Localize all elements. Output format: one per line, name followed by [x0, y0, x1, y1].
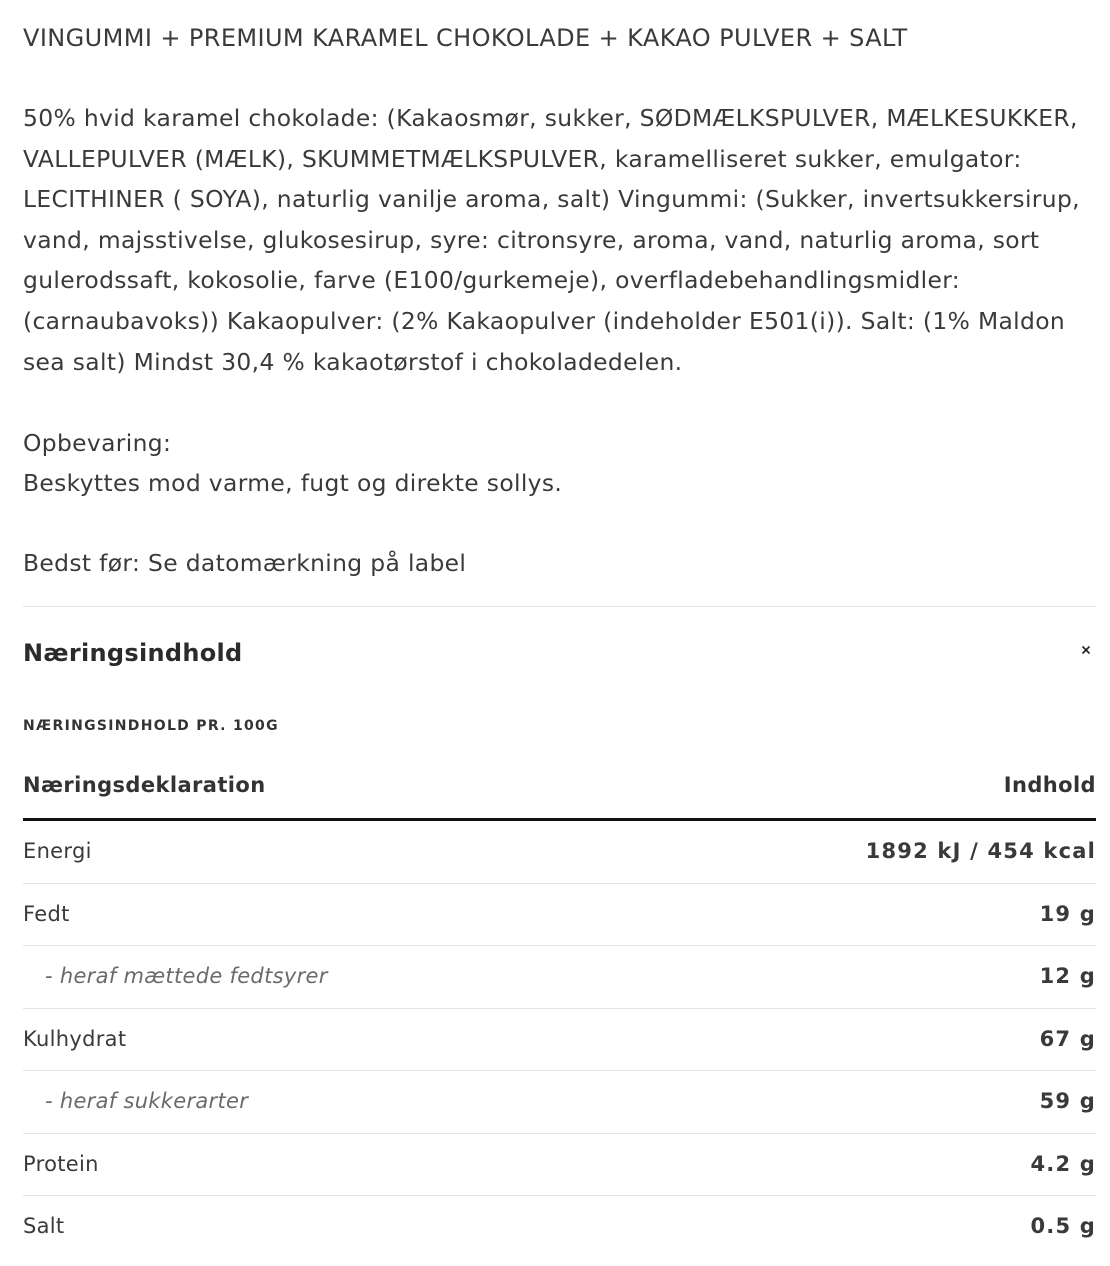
row-value-fat: 19 g — [1039, 901, 1096, 926]
table-row — [23, 1196, 1096, 1258]
storage-label: Opbevaring: — [23, 429, 172, 457]
table-row — [23, 1009, 1096, 1072]
accordion-title: Næringsindhold — [23, 639, 243, 667]
row-label-saturated-fat: - heraf mættede fedtsyrer — [45, 964, 328, 988]
storage-text: Beskyttes mod varme, fugt og direkte sollys. — [23, 469, 563, 497]
row-value-saturated-fat: 12 g — [1039, 964, 1096, 988]
row-value-sugars: 59 g — [1039, 1089, 1096, 1113]
row-value-carbohydrate: 67 g — [1039, 1026, 1096, 1051]
row-label-protein: Protein — [23, 1151, 99, 1176]
best-before-text: Bedst før: Se datomærkning på label — [23, 549, 467, 577]
table-row — [23, 1134, 1096, 1197]
row-value-protein: 4.2 g — [1030, 1151, 1096, 1176]
table-header — [23, 758, 1096, 821]
row-label-energy: Energi — [23, 839, 92, 863]
table-row — [23, 884, 1096, 947]
table-row — [23, 1071, 1096, 1134]
nutrition-caption: NÆRINGSINDHOLD PR. 100G — [23, 718, 279, 734]
column-header-declaration: Næringsdeklaration — [23, 773, 266, 797]
nutrition-table — [23, 758, 1096, 1258]
row-label-fat: Fedt — [23, 901, 70, 926]
column-header-content: Indhold — [1003, 773, 1096, 797]
nutrition-accordion-header[interactable] — [23, 607, 1096, 701]
row-value-salt: 0.5 g — [1030, 1214, 1096, 1238]
row-label-salt: Salt — [23, 1214, 65, 1238]
row-label-sugars: - heraf sukkerarter — [45, 1089, 249, 1113]
product-title: VINGUMMI + PREMIUM KARAMEL CHOKOLADE + KAKAO PULVER + SALT — [23, 24, 908, 52]
table-row — [23, 946, 1096, 1009]
table-row — [23, 821, 1096, 884]
row-value-energy: 1892 kJ / 454 kcal — [865, 839, 1096, 863]
close-icon[interactable] — [1079, 643, 1093, 657]
row-label-carbohydrate: Kulhydrat — [23, 1026, 127, 1051]
ingredients-text: 50% hvid karamel chokolade: (Kakaosmør, sukker, SØDMÆLKSPULVER, MÆLKESUKKER, VALLEPULVER (MÆLK), SKUMMETMÆLKSPULVER, karamelliseret sukker, emulgator: LECITHINER ( SOYA), naturlig vanilje aroma, salt) Vingummi: (Sukker, invertsukkersirup, vand, majsstivelse, glukosesirup, syre: citronsyre, aroma, vand, naturlig aroma, sort gulerodssaft, kokosolie, farve (E100/gurkemeje), overfladebehandlingsmidler: (carnaubavoks)) Kakaopulver: (2% Kakaopulver (indeholder E501(i)). Salt: (1% Maldon sea salt) Mindst 30,4 % kakaotørstof i chokoladedelen. — [23, 104, 1080, 376]
